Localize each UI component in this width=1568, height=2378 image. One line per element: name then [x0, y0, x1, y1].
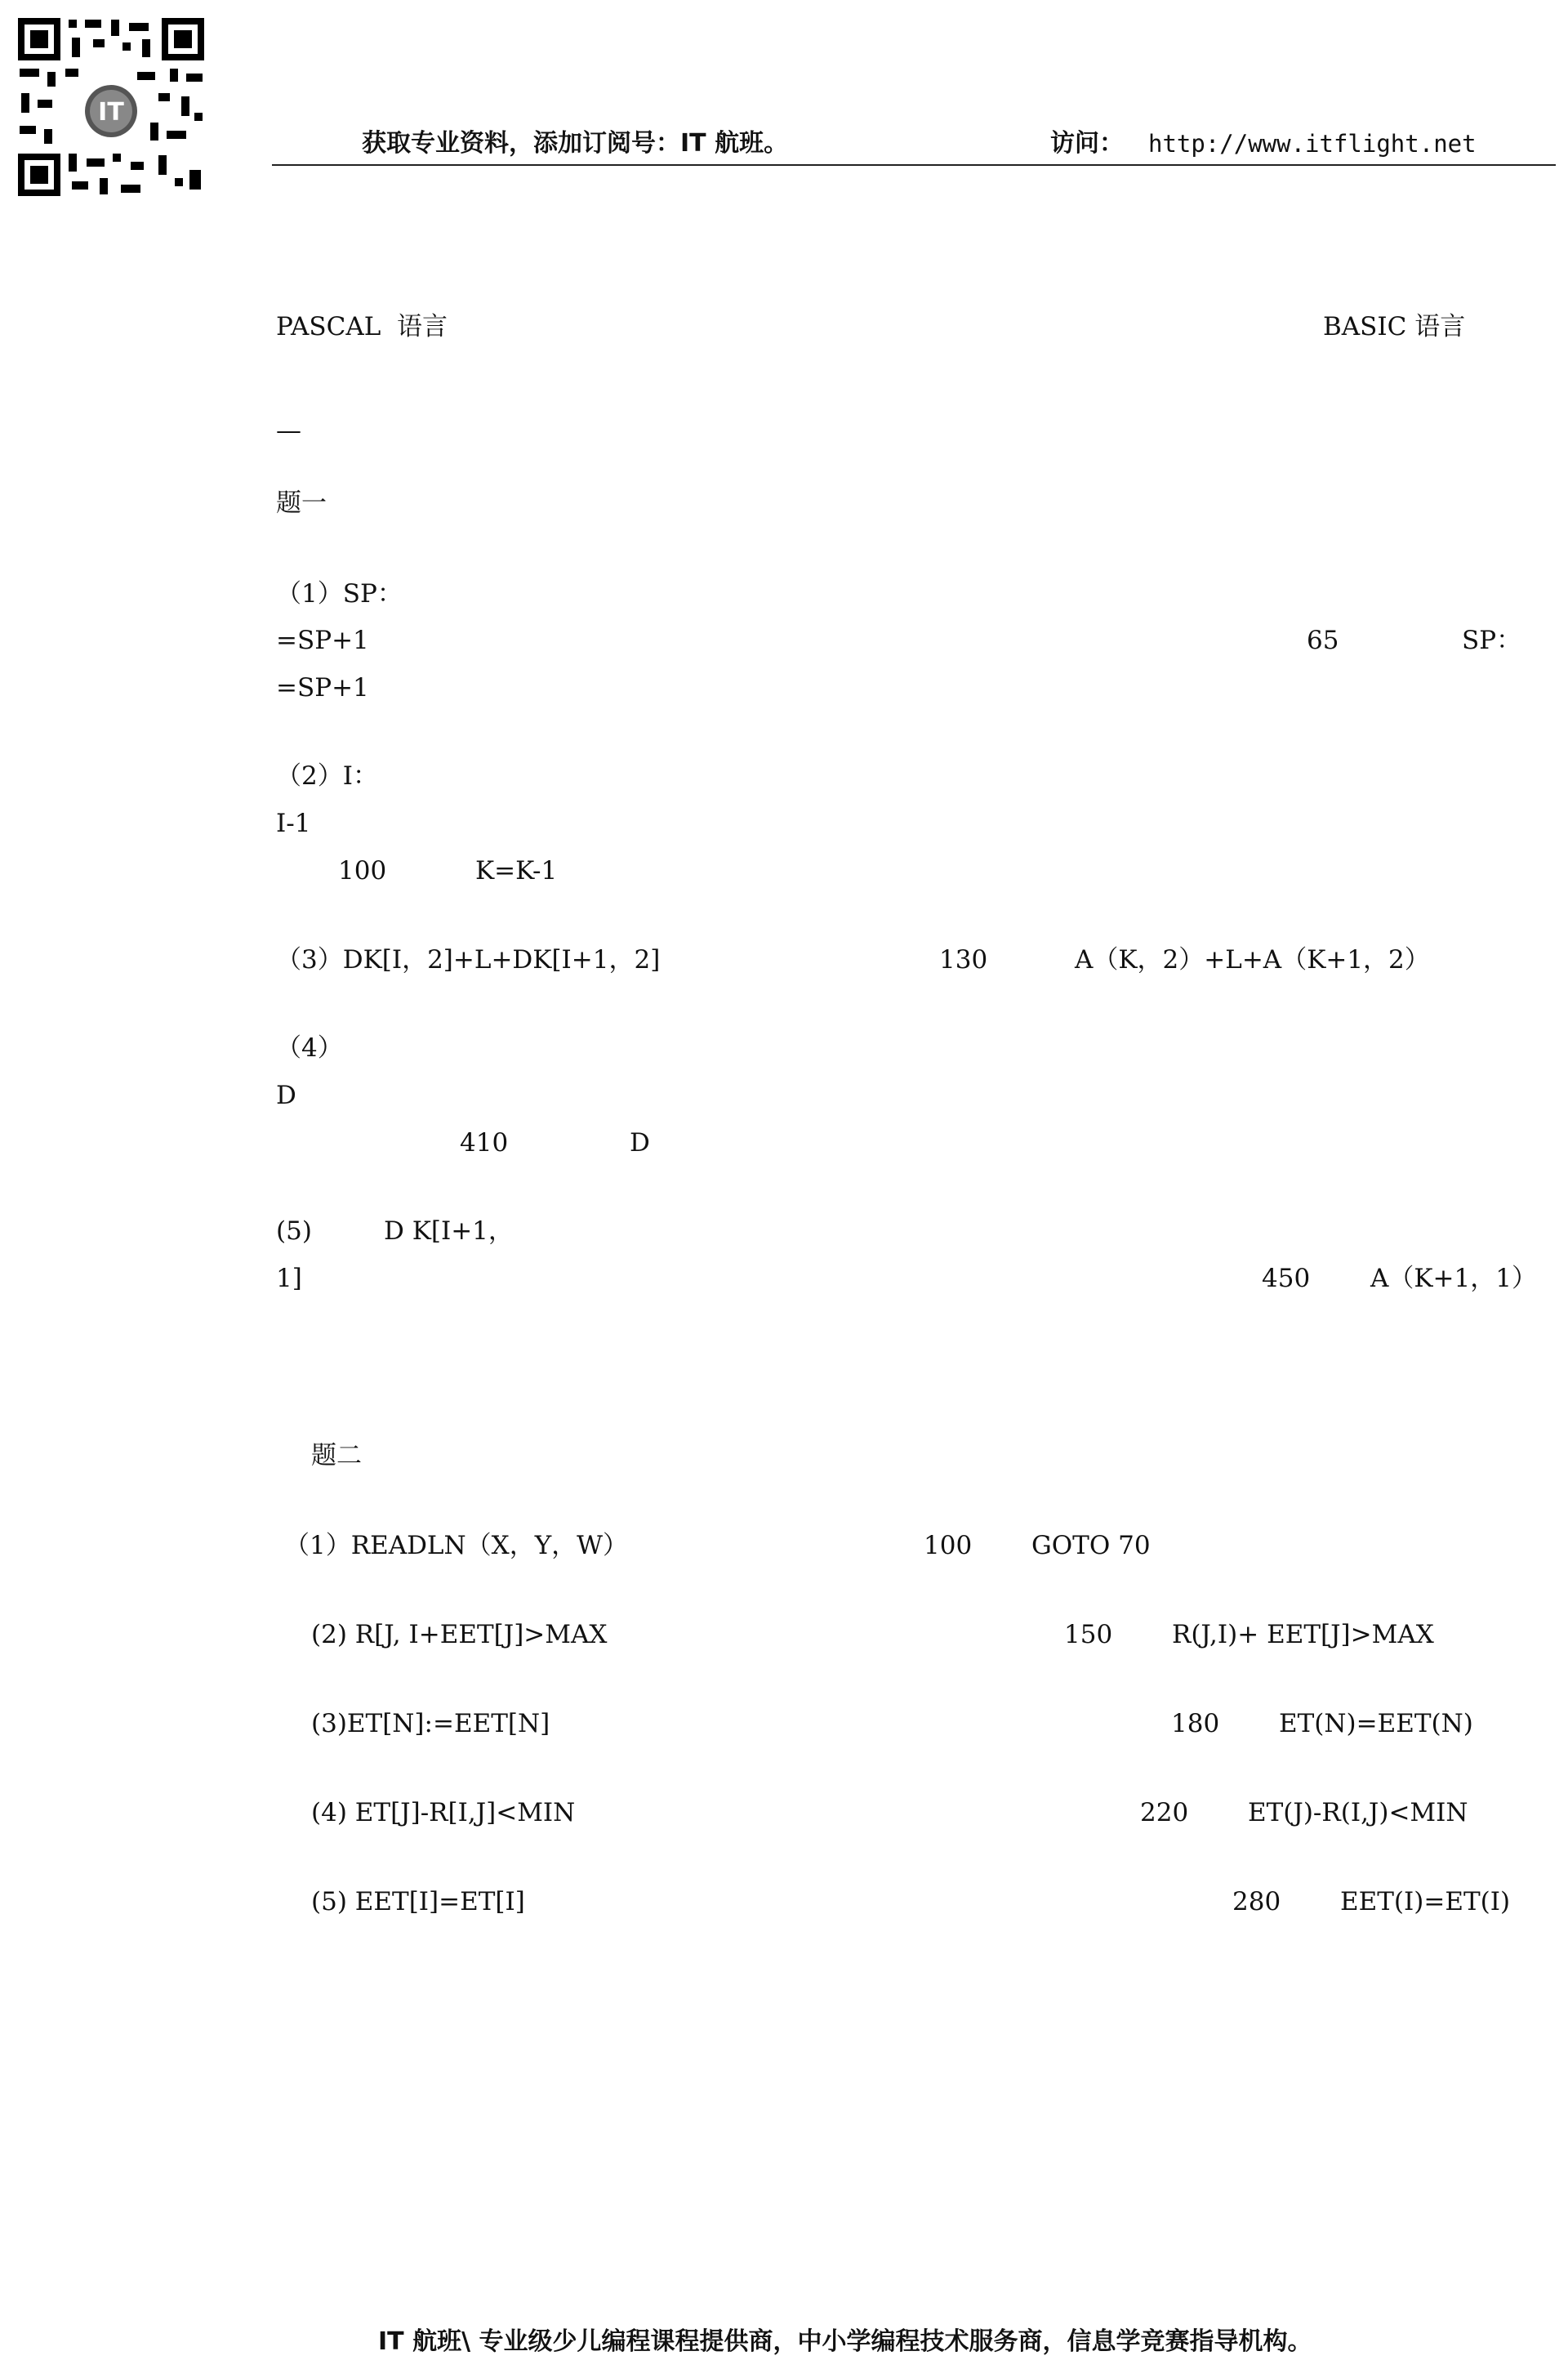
s1-q1-basic-code: SP： [1462, 626, 1522, 655]
s2-q2-basic-code: R(J,I)+ EET[J]>MAX [1172, 1620, 1434, 1649]
s1-q5-label: (5) [276, 1216, 312, 1246]
header-title: 获取专业资料，添加订阅号：IT 航班。 [362, 129, 789, 158]
s1-q1-pascal-line1: =SP+1 [276, 626, 369, 655]
s2-q3-pascal: (3)ET[N]:=EET[N] [311, 1709, 550, 1738]
s2-q5-basic-code: EET(I)=ET(I) [1340, 1887, 1511, 1916]
s1-q2-pascal: I-1 [276, 809, 311, 838]
pascal-column-label: PASCAL 语言 [276, 312, 448, 341]
header-visit-label: 访问： [1050, 129, 1124, 158]
s1-q3-basic-number: 130 [939, 945, 988, 975]
s2-q4-basic-code: ET(J)-R(I,J)<MIN [1248, 1798, 1468, 1827]
svg-text:IT: IT [98, 98, 124, 127]
s2-q1-pascal: （1）READLN（X，Y，W） [284, 1531, 629, 1560]
dash-mark: — [276, 416, 301, 445]
s1-q1-pascal-line2: =SP+1 [276, 673, 369, 703]
s2-q2-pascal: (2) R[J, I+EET[J]>MAX [311, 1620, 608, 1649]
s2-q5-pascal: (5) EET[I]=ET[I] [311, 1887, 525, 1916]
s1-q4-basic-number: 410 [460, 1128, 509, 1158]
s1-q2-label: （2）I： [276, 761, 378, 791]
s1-q4-pascal: D [276, 1081, 296, 1110]
s2-q4-pascal: (4) ET[J]-R[I,J]<MIN [311, 1798, 576, 1827]
basic-column-label: BASIC 语言 [1323, 312, 1466, 341]
s2-q2-basic-number: 150 [1064, 1620, 1113, 1649]
s1-q5-pascal-line1: D K[I+1， [384, 1216, 514, 1246]
s2-q1-basic-code: GOTO 70 [1031, 1531, 1151, 1560]
s2-q3-basic-code: ET(N)=EET(N) [1279, 1709, 1473, 1738]
s1-q3-basic-code: A（K，2）+L+A（K+1，2） [1075, 945, 1430, 975]
s2-q3-basic-number: 180 [1171, 1709, 1220, 1738]
header-divider [272, 164, 1556, 166]
s1-q4-label: （4） [276, 1033, 343, 1063]
s1-q5-basic-code: A（K+1，1） [1370, 1264, 1537, 1293]
qr-code-icon [15, 15, 207, 199]
s2-q1-basic-number: 100 [924, 1531, 973, 1560]
header-url-link[interactable]: http://www.itflight.net [1148, 130, 1477, 158]
section2-title: 题二 [311, 1441, 362, 1470]
s1-q3-pascal: （3）DK[I，2]+L+DK[I+1，2] [276, 945, 661, 975]
s1-q1-basic-number: 65 [1307, 626, 1339, 655]
s1-q2-basic-number: 100 [338, 856, 387, 886]
s2-q5-basic-number: 280 [1232, 1887, 1281, 1916]
s2-q4-basic-number: 220 [1140, 1798, 1189, 1827]
s1-q5-pascal-line2: 1] [276, 1264, 302, 1293]
section1-title: 题一 [276, 489, 327, 518]
footer-text: IT 航班\ 专业级少儿编程课程提供商，中小学编程技术服务商，信息学竞赛指导机构。 [378, 2327, 1312, 2356]
s1-q5-basic-number: 450 [1262, 1264, 1311, 1293]
s1-q4-basic-code: D [630, 1128, 650, 1158]
s1-q2-basic-code: K=K-1 [475, 856, 558, 886]
s1-q1-label: （1）SP： [276, 579, 403, 609]
